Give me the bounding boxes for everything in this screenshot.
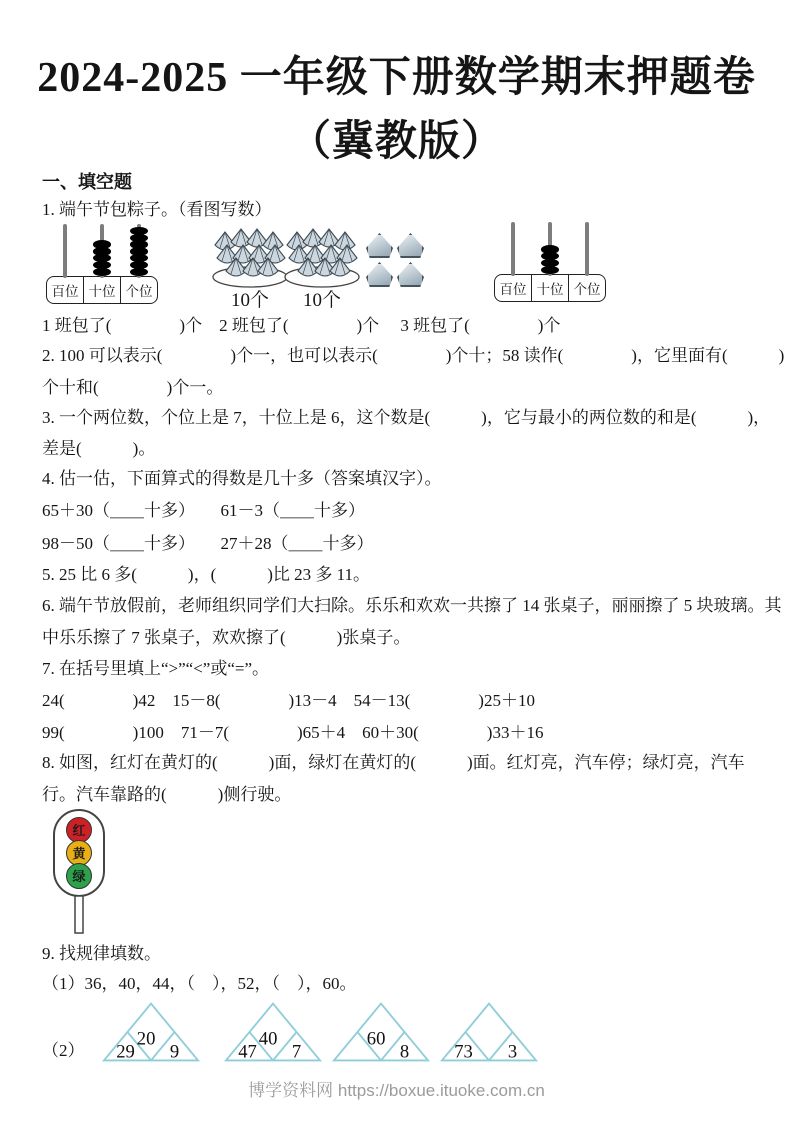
triangle-left-value: 47 [238,1041,257,1063]
abacus-label-ones: 个位 [120,277,157,303]
q4-row2: 98－50（＿＿十多） 27＋28（＿＿十多） [42,534,374,553]
abacus-rod-hundreds [494,222,531,274]
abacus-rods [494,222,606,274]
yellow-light-label: 黄 [72,846,86,861]
abacus-label-hundreds: 百位 [499,282,527,297]
abacus-class3 [494,222,606,302]
zongzi-dumpling [366,262,393,287]
number-triangle-3 [332,1000,430,1064]
q1-answer-line: 1 班包了( )个 2 班包了( )个 3 班包了( )个 [42,316,561,335]
abacus-class1 [46,224,158,304]
q4-head: 4. 估一估，下面算式的得数是几十多（答案填汉字）。 [42,469,442,488]
zongzi-dumpling [397,262,424,287]
plate2-count-label: 10个 [302,290,341,311]
q3-line2: 差是( )。 [42,439,156,458]
q9-sub2-label: （2） [42,1041,85,1060]
q1-text: 1. 端午节包粽子。（看图写数） [42,200,272,219]
q3-line1: 3. 一个两位数，个位上是 7，十位上是 6，这个数是( )，它与最小的两位数的和是( )， [42,408,771,427]
q9-sub1: （1）36，40，44，（ ），52，（ ），60。 [42,974,357,993]
abacus-bead [130,268,148,276]
red-light-label: 红 [72,823,86,838]
zongzi-dumpling [397,233,424,258]
triangle-top-value: 60 [366,1028,386,1050]
q2-line1: 2. 100 可以表示( )个一，也可以表示( )个十；58 读作( )，它里面有( ) [42,346,785,365]
abacus-label-tens: 十位 [83,277,120,303]
dumpling-plates-illustration [212,226,362,288]
q5-text: 5. 25 比 6 多( )，( )比 23 多 11。 [42,565,371,584]
abacus-rod-tens [83,224,120,276]
loose-dumplings [366,233,426,287]
abacus-label-hundreds: 百位 [51,284,79,299]
number-triangle-1 [102,1000,200,1064]
abacus-label-tens: 十位 [531,275,568,301]
plate-1 [213,229,287,287]
number-triangle-2 [224,1000,322,1064]
abacus-rod-ones [569,222,606,274]
number-triangle-4 [440,1000,538,1064]
q2-line2: 个十和( )个一。 [42,378,224,397]
triangle-left-value: 29 [116,1041,135,1063]
abacus-rod-hundreds [46,224,83,276]
abacus-rod-ones [121,224,158,276]
q7-row1: 24( )42 15－8( )13－4 54－13( )25＋10 [42,691,535,710]
triangle-right-value: 8 [399,1041,410,1063]
green-light-label: 绿 [72,869,86,884]
triangle-right-value: 9 [169,1041,180,1063]
q7-row2: 99( )100 71－7( )65＋4 60＋30( )33＋16 [42,723,544,742]
q4-row1: 65＋30（＿＿十多） 61－3（＿＿十多） [42,501,365,520]
triangle-right-value: 7 [291,1041,302,1063]
abacus-frame [46,276,158,304]
q9-head: 9. 找规律填数。 [42,944,161,963]
triangle-top-value: 20 [136,1028,156,1050]
section-heading: 一、填空题 [42,172,132,192]
footer-watermark: 博学资料网 https://boxue.ituoke.com.cn [248,1081,545,1100]
traffic-light-pole [75,896,83,933]
q6-line2: 中乐乐擦了 7 张桌子，欢欢擦了( )张桌子。 [42,628,411,647]
zongzi-dumpling [366,233,393,258]
plate1-count-label: 10个 [230,290,269,311]
q8-line1: 8. 如图，红灯在黄灯的( )面，绿灯在黄灯的( )面。红灯亮，汽车停；绿灯亮，汽车 [42,753,745,772]
q8-line2: 行。汽车靠路的( )侧行驶。 [42,785,292,804]
triangle-left-value: 73 [454,1041,473,1063]
abacus-rod-tens [531,222,568,274]
q7-head: 7. 在括号里填上“>”“<”或“=”。 [42,659,270,678]
page-title-line1: 2024-2025 一年级下册数学期末押题卷 [37,55,756,101]
triangle-top-value: 40 [258,1028,278,1050]
q6-line1: 6. 端午节放假前，老师组织同学们大扫除。乐乐和欢欢一共擦了 14 张桌子，丽丽擦了 5 块玻璃。其 [42,596,782,615]
traffic-light-illustration [48,808,110,936]
abacus-frame [494,274,606,302]
page-title-line2: （冀教版） [288,119,504,165]
plate-2 [285,229,359,287]
abacus-rods [46,224,158,276]
abacus-bead [93,268,111,276]
abacus-bead [541,266,559,274]
triangle-right-value: 3 [507,1041,518,1063]
abacus-label-ones: 个位 [568,275,605,301]
